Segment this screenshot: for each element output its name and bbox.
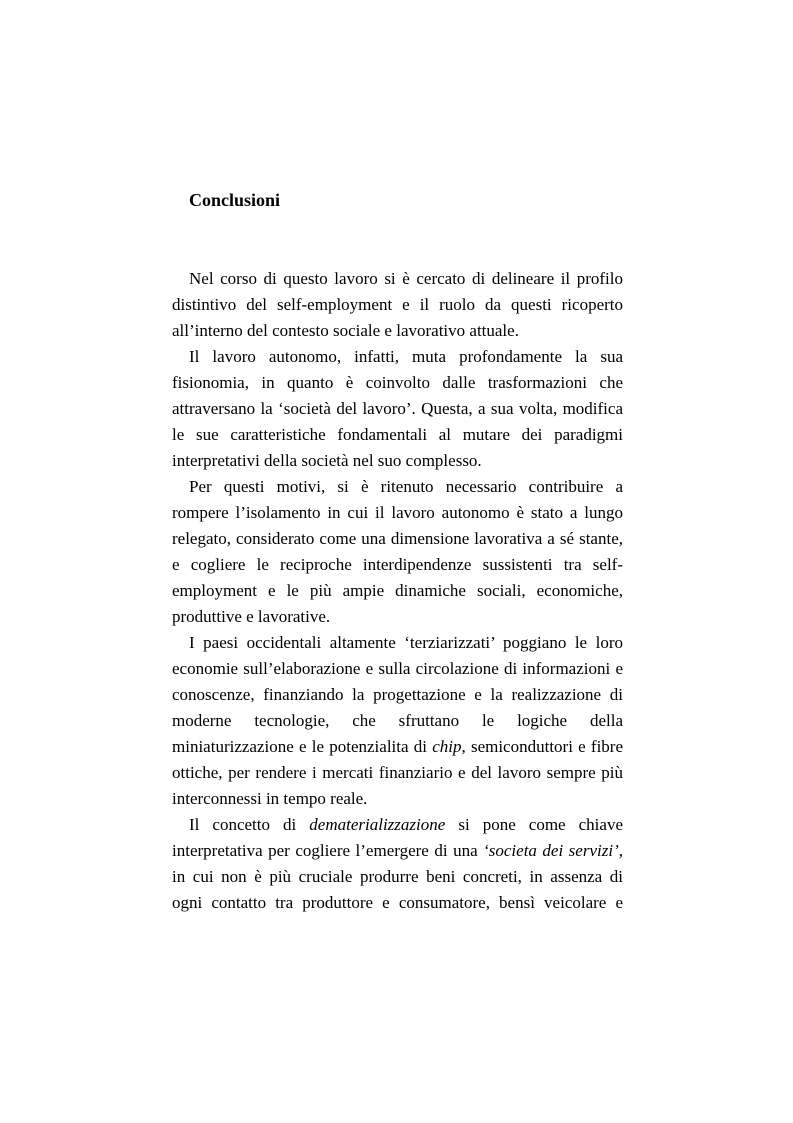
- text-line: all’interno del contesto sociale e lavorativo attuale.: [172, 321, 519, 340]
- text-line: interpretativi della società nel suo complesso.: [172, 451, 482, 470]
- italic-term: dematerializzazione: [309, 815, 446, 834]
- text-line: e cogliere le reciproche interdipendenze sussistenti tra self-: [172, 555, 623, 574]
- text-line: interpretativa per cogliere l’emergere di una ‘societa dei servizi’,: [172, 841, 623, 860]
- text-line: Per questi motivi, si è ritenuto necessario contribuire a: [189, 477, 623, 496]
- body-text: [172, 266, 623, 916]
- text-line: Il lavoro autonomo, infatti, muta profondamente la sua: [189, 347, 623, 366]
- text-line: Il concetto di dematerializzazione si pone come chiave: [189, 815, 623, 834]
- text-line: I paesi occidentali altamente ‘terziarizzati’ poggiano le loro: [189, 633, 623, 652]
- text-line: relegato, considerato come una dimensione lavorativa a sé stante,: [172, 529, 623, 548]
- text-line: interconnessi in tempo reale.: [172, 789, 368, 808]
- text-line: le sue caratteristiche fondamentali al mutare dei paradigmi: [172, 425, 623, 444]
- text-line: produttive e lavorative.: [172, 607, 331, 626]
- text-line: rompere l’isolamento in cui il lavoro autonomo è stato a lungo: [172, 503, 623, 522]
- text-line: miniaturizzazione e le potenzialita di chip, semiconduttori e fibre: [172, 737, 624, 756]
- text-line: attraversano la ‘società del lavoro’. Questa, a sua volta, modifica: [172, 399, 623, 418]
- text-line: distintivo del self-employment e il ruolo da questi ricoperto: [172, 295, 623, 314]
- text-line: conoscenze, finanziando la progettazione e la realizzazione di: [172, 685, 623, 704]
- text-line: Nel corso di questo lavoro si è cercato di delineare il profilo: [189, 269, 623, 288]
- italic-term: chip: [432, 737, 462, 756]
- text-line: ogni contatto tra produttore e consumatore, bensì veicolare e: [172, 893, 623, 912]
- text-line: in cui non è più cruciale produrre beni concreti, in assenza di: [172, 867, 623, 886]
- italic-term: ‘societa dei servizi’: [483, 841, 619, 860]
- text-line: economie sull’elaborazione e sulla circolazione di informazioni e: [172, 659, 623, 678]
- text-line: ottiche, per rendere i mercati finanziario e del lavoro sempre più: [172, 763, 623, 782]
- text-line: moderne tecnologie, che sfruttano le logiche della: [172, 711, 623, 730]
- text-line: fisionomia, in quanto è coinvolto dalle trasformazioni che: [172, 373, 623, 392]
- text-line: employment e le più ampie dinamiche sociali, economiche,: [172, 581, 623, 600]
- page-title: Conclusioni: [189, 190, 281, 210]
